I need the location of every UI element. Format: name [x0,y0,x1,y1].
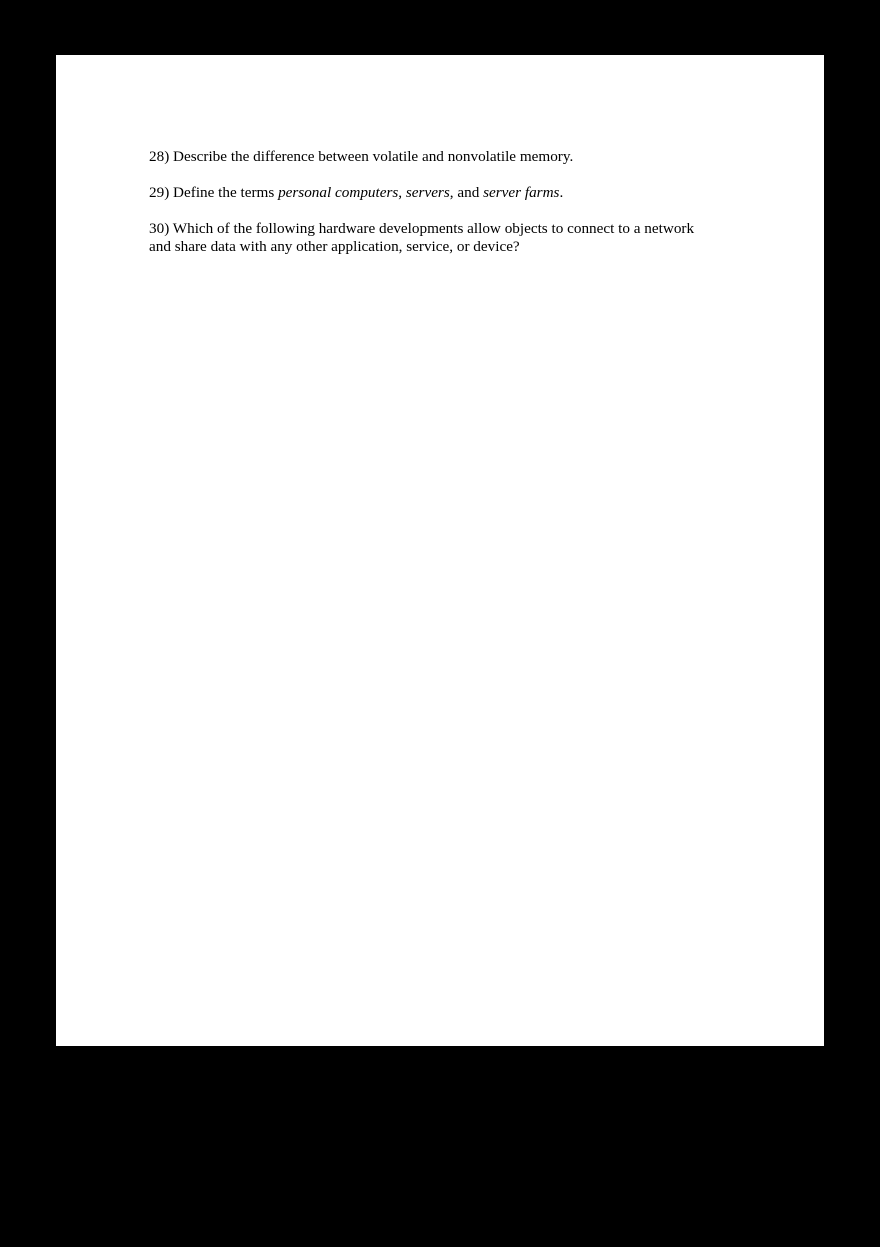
question-item [149,184,719,202]
question-text: Which of the following hardware developments allow objects to connect to a network and share data with any other application, service, or device? [149,219,695,255]
question-text: Define the terms [173,183,279,201]
question-number: 30) [149,219,170,237]
question-text: Describe the difference between volatile and nonvolatile memory. [173,148,574,165]
question-number: 29) [149,183,170,201]
question-text: , and [449,183,484,201]
question-term-emphasis: server farms [483,183,560,201]
question-number: 28) [149,148,170,165]
question-item [149,220,719,256]
question-term-emphasis: servers [405,183,450,201]
document-page [56,55,824,1046]
question-term-emphasis: personal computers [278,183,399,201]
question-item [149,148,719,166]
document-content [149,148,719,256]
question-text: , [398,183,406,201]
question-text: . [559,183,564,201]
